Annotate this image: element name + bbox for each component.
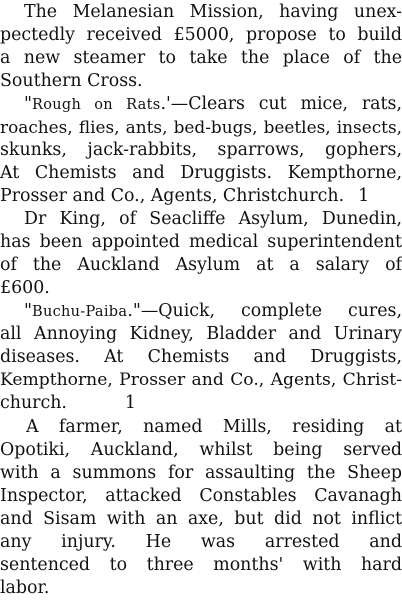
buchu-ad-line-1 (0, 299, 402, 323)
buchu-ad-line-3: diseases. At Chemists and Druggists, (0, 347, 402, 367)
buchu-ad-product-name: Buchu-Paiba (32, 304, 128, 320)
rats-ad-product-name: Rough on Rats (32, 97, 161, 113)
buchu-ad-text-1: Quick, complete cures, (158, 301, 402, 321)
mission-line-1: The Melanesian Mission, having unex- (24, 2, 402, 22)
rats-ad-line-4: At Chemists and Druggists. Kempthorne, (0, 163, 402, 183)
mills-line-7: sentenced to three months' with hard (0, 555, 402, 575)
mills-line-6: any injury. He was arrested and (0, 532, 402, 552)
rats-ad-line-5 (0, 184, 402, 208)
rats-ad-quote-close: .'— (160, 94, 189, 114)
mills-line-1: A farmer, named Mills, residing at (26, 417, 402, 437)
mills-line-5: and Sisam with an axe, but did not inflict (0, 509, 402, 529)
buchu-ad-notice-number: 1 (124, 393, 136, 413)
mills-line-3: with a summons for assaulting the Sheep (0, 463, 402, 483)
rats-ad-line-3: skunks, jack-rabbits, sparrows, gophers, (0, 140, 402, 160)
buchu-ad-quote-close: ."— (127, 301, 159, 321)
buchu-ad-text-5: church. (0, 393, 67, 413)
buchu-ad-line-5 (0, 391, 402, 415)
mission-line-2: pectedly received £5000, propose to build (0, 25, 402, 45)
mills-line-8: labor. (0, 578, 50, 598)
buchu-ad-quote-open: " (24, 301, 32, 321)
king-line-1: Dr King, of Seacliffe Asylum, Dunedin, (24, 209, 402, 229)
mills-line-4: Inspector, attacked Constables Cavanagh (0, 486, 402, 506)
king-line-2: has been appointed medical superintendent (0, 232, 402, 252)
buchu-ad-line-4: Kempthorne, Prosser and Co., Agents, Christ- (0, 370, 402, 390)
rats-ad-line-2: roaches, flies, ants, bed-bugs, beetles, insects, (0, 117, 402, 137)
rats-ad-quote-open: " (24, 94, 32, 114)
mission-line-4: Southern Cross. (0, 71, 143, 91)
rats-ad-text-1: Clears cut mice, rats, (188, 94, 402, 114)
rats-ad-line-1 (0, 92, 402, 116)
king-line-4: £600. (0, 278, 50, 298)
rats-ad-notice-number: 1 (358, 186, 370, 206)
king-line-3: of the Auckland Asylum at a salary of (0, 255, 402, 275)
mills-line-2: Opotiki, Auckland, whilst being served (0, 440, 402, 460)
buchu-ad-line-2: all Annoying Kidney, Bladder and Urinary (0, 324, 402, 344)
mission-line-3: a new steamer to take the place of the (0, 48, 402, 68)
rats-ad-text-5: Prosser and Co., Agents, Christchurch. (0, 186, 345, 206)
